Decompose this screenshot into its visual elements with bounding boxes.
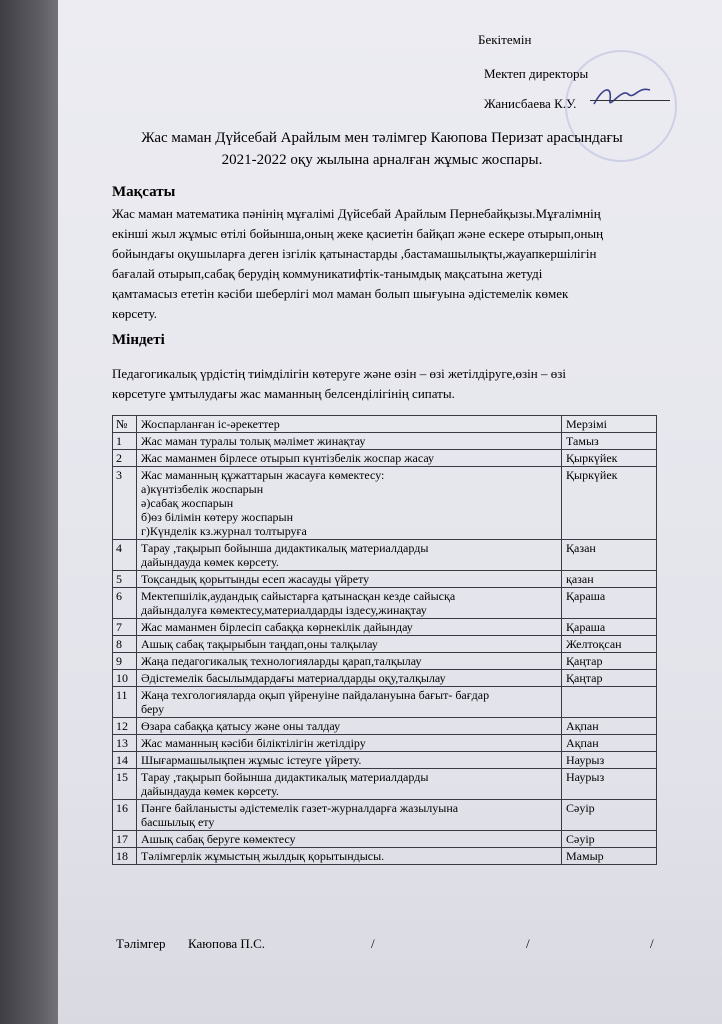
table-row: [113, 588, 657, 619]
row-deadline: қазан: [562, 571, 657, 588]
row-number: 16: [113, 800, 137, 831]
approval-label: Бекітемін: [478, 32, 532, 47]
row-number: 5: [113, 571, 137, 588]
row-deadline: Сәуір: [562, 831, 657, 848]
row-deadline: Сәуір: [562, 800, 657, 831]
activity-line: басшылық ету: [141, 815, 215, 829]
activity-line: ә)сабақ жоспарын: [141, 496, 234, 510]
table-row: [113, 450, 657, 467]
activity-line: Тарау ,тақырып бойынша дидактикалық материалдарды: [141, 770, 429, 784]
activity-line: Жас маманмен бірлесе отырып күнтізбелік жоспар жасау: [141, 451, 435, 465]
row-number: 7: [113, 619, 137, 636]
row-deadline: Қыркүйек: [562, 450, 657, 467]
row-deadline: Наурыз: [562, 752, 657, 769]
activity-line: Жас маман туралы толық мәлімет жинақтау: [141, 434, 366, 448]
table-header-row: [113, 416, 657, 433]
background-shadow: [0, 0, 64, 1024]
row-deadline: Қаңтар: [562, 670, 657, 687]
header-activities: Жоспарланған іс-әрекеттер: [137, 416, 562, 433]
director-position: Мектеп директоры: [484, 66, 589, 81]
row-activity: [137, 653, 562, 670]
row-deadline: Қыркүйек: [562, 467, 657, 540]
row-number: 17: [113, 831, 137, 848]
task-heading: Міндеті: [112, 332, 165, 348]
table-row: [113, 800, 657, 831]
row-activity: [137, 450, 562, 467]
row-activity: [137, 752, 562, 769]
row-activity: [137, 718, 562, 735]
row-deadline: Мамыр: [562, 848, 657, 865]
row-activity: [137, 831, 562, 848]
goal-line: бағалай отырып,сабақ берудің коммуникатифтік-танымдық мақсатына жетуді: [112, 266, 543, 281]
goal-line: көрсету.: [112, 306, 157, 321]
table-row: [113, 848, 657, 865]
activity-line: Жаңа техгологияларда оқып үйренуіне пайдалануына бағыт- бағдар: [141, 688, 490, 702]
footer-slash: /: [371, 936, 375, 951]
row-activity: [137, 619, 562, 636]
row-activity: [137, 571, 562, 588]
row-deadline: Қараша: [562, 588, 657, 619]
row-number: 3: [113, 467, 137, 540]
row-activity: [137, 769, 562, 800]
row-deadline: Қаңтар: [562, 653, 657, 670]
row-deadline: Тамыз: [562, 433, 657, 450]
row-number: 1: [113, 433, 137, 450]
table-row: [113, 619, 657, 636]
activity-line: Жас маманның кәсіби біліктілігін жетілдіру: [141, 736, 366, 750]
activity-line: Мектепшілік,аудандық сайыстарға қатынасқан кезде сайысқа: [141, 589, 456, 603]
table-row: [113, 687, 657, 718]
activity-line: Шығармашылықпен жұмыс істеуге үйрету.: [141, 753, 362, 767]
goal-line: бойындағы оқушыларға деген ізгілік қатынастарды ,бастамашылықты,жауапкершілігін: [112, 246, 597, 261]
activity-line: Жас маманмен бірлесіп сабаққа көрнекілік дайындау: [141, 620, 413, 634]
activity-line: Тоқсандық қорытынды есеп жасауды үйрету: [141, 572, 370, 586]
table-row: [113, 769, 657, 800]
activity-line: Ашық сабақ беруге көмектесу: [141, 832, 296, 846]
row-activity: [137, 800, 562, 831]
row-activity: [137, 670, 562, 687]
table-row: [113, 752, 657, 769]
row-activity: [137, 848, 562, 865]
row-number: 15: [113, 769, 137, 800]
table-row: [113, 718, 657, 735]
activity-line: дайындауда көмек көрсету.: [141, 555, 279, 569]
row-deadline: Ақпан: [562, 718, 657, 735]
signature-scribble: [590, 82, 660, 112]
table-row: [113, 467, 657, 540]
header-deadline: Мерзімі: [562, 416, 657, 433]
row-activity: [137, 735, 562, 752]
row-number: 18: [113, 848, 137, 865]
row-number: 10: [113, 670, 137, 687]
footer-slash: /: [650, 936, 654, 951]
table-row: [113, 540, 657, 571]
row-number: 14: [113, 752, 137, 769]
goal-line: қамтамасыз ететін кәсіби шеберлігі мол маман болып шығуына әдістемелік көмек: [112, 286, 569, 301]
table-row: [113, 831, 657, 848]
table-row: [113, 653, 657, 670]
activity-line: дайындалуға көмектесу,материалдарды іздесу,жинақтау: [141, 603, 427, 617]
activity-line: беру: [141, 702, 165, 716]
signature-line: [590, 100, 670, 101]
activity-line: Ашық сабақ тақырыбын таңдап,оны талқылау: [141, 637, 378, 651]
row-activity: [137, 687, 562, 718]
task-text: [112, 364, 672, 404]
activity-line: Жас маманның құжаттарын жасауға көмектесу:: [141, 468, 385, 482]
goal-line: екінші жыл жұмыс өтілі бойынша,оның жеке қасиетін байқап және ескере отырып,оның: [112, 226, 604, 241]
row-deadline: Наурыз: [562, 769, 657, 800]
activity-line: дайындауда көмек көрсету.: [141, 784, 279, 798]
goal-text: [112, 204, 672, 324]
table-row: [113, 433, 657, 450]
row-number: 2: [113, 450, 137, 467]
activity-line: Тарау ,тақырып бойынша дидактикалық материалдарды: [141, 541, 429, 555]
activity-line: б)өз білімін көтеру жоспарын: [141, 510, 294, 524]
table-row: [113, 571, 657, 588]
row-activity: [137, 540, 562, 571]
task-line: көрсетуге ұмтылудағы жас маманның белсенділігінің сипаты.: [112, 386, 455, 401]
row-deadline: [562, 687, 657, 718]
activity-line: Жаңа педагогикалық технологияларды қарап,талқылау: [141, 654, 422, 668]
activity-line: Пәнге байланысты әдістемелік газет-журналдарға жазылуына: [141, 801, 459, 815]
activity-line: г)Күнделік кз.журнал толтыруға: [141, 524, 307, 538]
row-number: 13: [113, 735, 137, 752]
document-title-line2: 2021-2022 оқу жылына арналған жұмыс жоспары.: [221, 152, 543, 168]
row-activity: [137, 588, 562, 619]
row-number: 12: [113, 718, 137, 735]
work-plan-body: [113, 416, 657, 865]
footer-mentor-role: Тәлімгер: [116, 936, 166, 951]
task-line: Педагогикалық үрдістің тиімділігін көтеруге және өзін – өзі жетілдіруге,өзін – өзі: [112, 366, 566, 381]
footer-slash: /: [526, 936, 530, 951]
activity-line: Өзара сабаққа қатысу және оны талдау: [141, 719, 341, 733]
row-activity: [137, 636, 562, 653]
activity-line: Әдістемелік басылымдардағы материалдарды оқу,талқылау: [141, 671, 446, 685]
table-row: [113, 636, 657, 653]
document-title-line1: Жас маман Дүйсебай Арайлым мен тәлімгер Каюпова Перизат арасындағы: [141, 130, 623, 146]
activity-line: а)күнтізбелік жоспарын: [141, 482, 264, 496]
goal-heading: Мақсаты: [112, 184, 176, 200]
row-number: 11: [113, 687, 137, 718]
footer-mentor-name: Каюпова П.С.: [188, 936, 265, 951]
work-plan-table: [112, 415, 657, 865]
activity-line: Тәлімгерлік жұмыстың жылдық қорытындысы.: [141, 849, 385, 863]
table-row: [113, 735, 657, 752]
director-name: Жанисбаева К.У.: [484, 96, 577, 111]
row-activity: [137, 433, 562, 450]
row-deadline: Қараша: [562, 619, 657, 636]
row-deadline: Ақпан: [562, 735, 657, 752]
row-number: 8: [113, 636, 137, 653]
row-number: 4: [113, 540, 137, 571]
row-deadline: Желтоқсан: [562, 636, 657, 653]
row-number: 9: [113, 653, 137, 670]
row-deadline: Қазан: [562, 540, 657, 571]
row-number: 6: [113, 588, 137, 619]
goal-line: Жас маман математика пәнінің мұғалімі Дүйсебай Арайлым Пернебайқызы.Мұғалімнің: [112, 206, 601, 221]
header-number: №: [113, 416, 137, 433]
row-activity: [137, 467, 562, 540]
table-row: [113, 670, 657, 687]
